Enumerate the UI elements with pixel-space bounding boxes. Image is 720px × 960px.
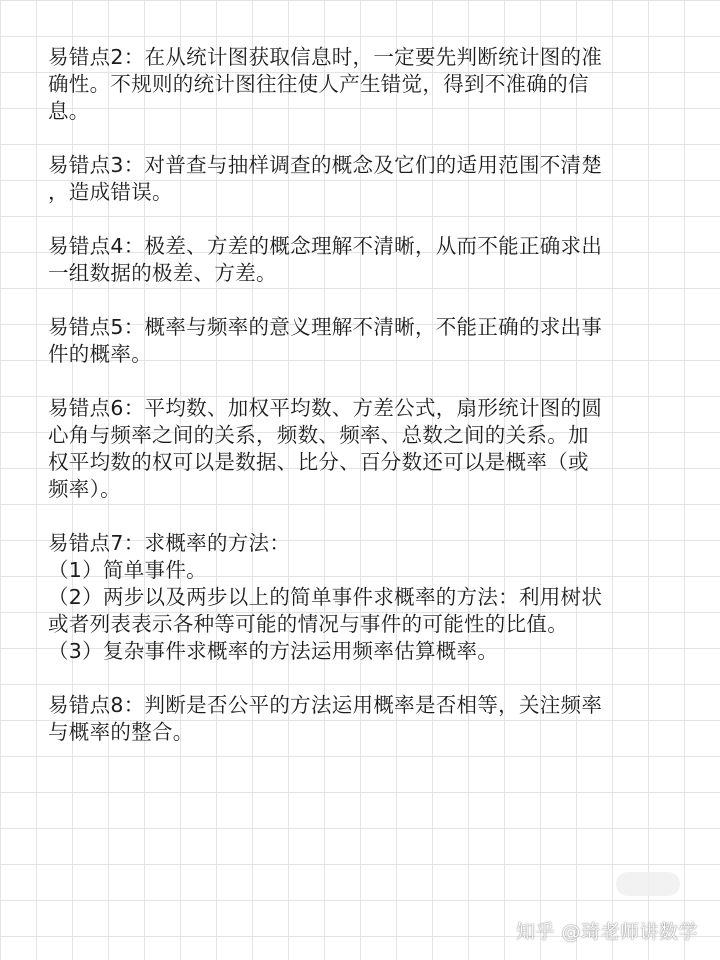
text-line: 确性。不规则的统计图往往使人产生错觉，得到不准确的信 [48, 72, 589, 96]
text-line: （3）复杂事件求概率的方法运用频率估算概率。 [48, 639, 499, 663]
text-line: 权平均数的权可以是数据、比分、百分数还可以是概率（或 [48, 450, 589, 474]
text-line: 或者列表表示各种等可能的情况与事件的可能性的比值。 [48, 612, 568, 636]
text-line: 易错点6：平均数、加权平均数、方差公式，扇形统计图的圆 [48, 396, 603, 420]
text-line: 易错点5：概率与频率的意义理解不清晰，不能正确的求出事 [48, 315, 603, 339]
text-line: 息。 [48, 99, 90, 123]
paragraph-mistake-4 [48, 233, 678, 287]
text-line: （2）两步以及两步以上的简单事件求概率的方法：利用树状 [48, 585, 603, 609]
text-line: 易错点2：在从统计图获取信息时，一定要先判断统计图的准 [48, 45, 603, 69]
text-line: 易错点3：对普查与抽样调查的概念及它们的适用范围不清楚 [48, 153, 603, 177]
text-line: 一组数据的极差、方差。 [48, 261, 277, 285]
paragraph-mistake-8 [48, 692, 678, 746]
text-line: （1）简单事件。 [48, 558, 207, 582]
paragraph-mistake-5 [48, 314, 678, 368]
text-line: 频率）。 [48, 477, 121, 501]
paragraph-mistake-3 [48, 152, 678, 206]
paragraph-mistake-7 [48, 530, 678, 665]
paragraph-mistake-6 [48, 395, 678, 503]
faded-badge [616, 872, 680, 896]
text-line: 易错点4：极差、方差的概念理解不清晰，从而不能正确求出 [48, 234, 603, 258]
text-line: 心角与频率之间的关系，频数、频率、总数之间的关系。加 [48, 423, 589, 447]
text-line: 件的概率。 [48, 342, 152, 366]
content-body [48, 44, 678, 773]
zhihu-watermark: 知乎 @琦老师讲数学 [515, 921, 698, 943]
text-line: 易错点8：判断是否公平的方法运用概率是否相等，关注频率 [48, 693, 603, 717]
text-line: 易错点7：求概率的方法： [48, 531, 291, 555]
text-line: ，造成错误。 [48, 180, 173, 204]
paragraph-mistake-2 [48, 44, 678, 125]
text-line: 与概率的整合。 [48, 720, 194, 744]
